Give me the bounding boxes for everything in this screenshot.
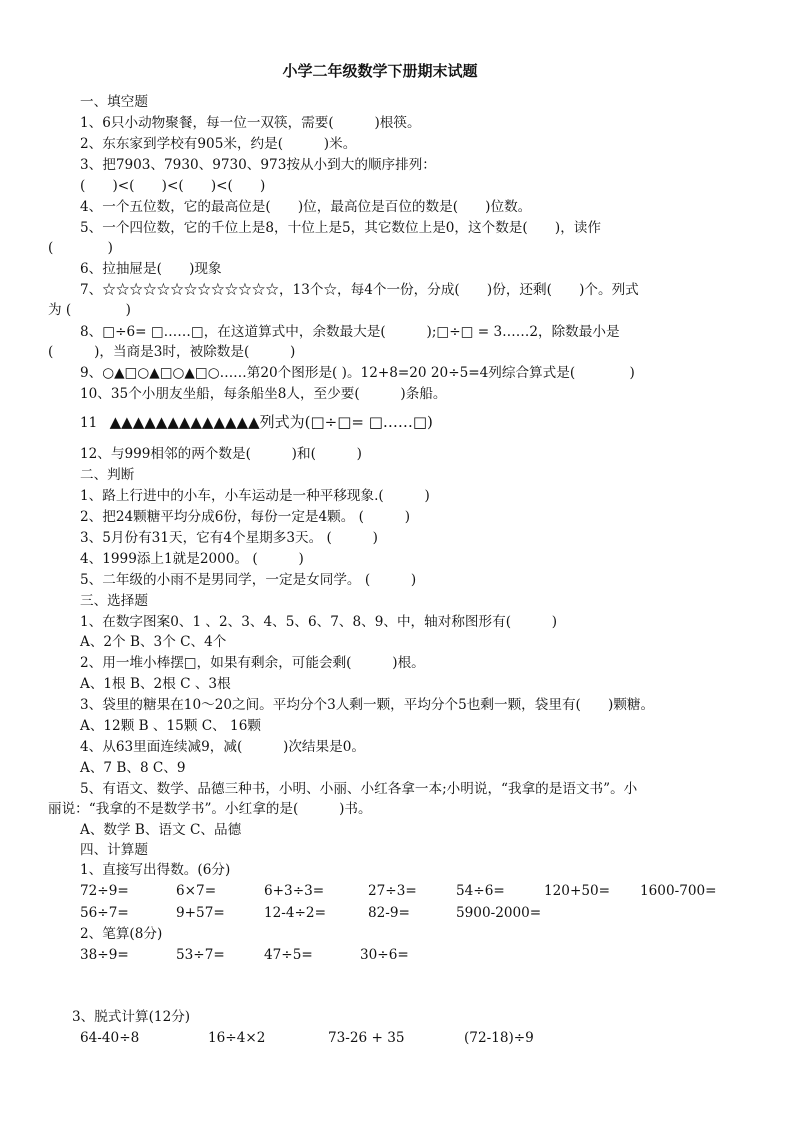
choice-q2: 2、用一堆小棒摆□，如果有剩余，可能会剩( )根。 bbox=[80, 655, 425, 671]
fill-q2: 2、东东家到学校有905米，约是( )米。 bbox=[80, 136, 357, 152]
fill-q7-line2: 为 ( ) bbox=[48, 302, 131, 318]
fill-q10: 10、35个小朋友坐船，每条船坐8人，至少要( )条船。 bbox=[80, 386, 447, 402]
fill-q8-line2: ( )，当商是3时，被除数是( ) bbox=[48, 344, 296, 360]
judge-q3: 3、5月份有31天，它有4个星期多3天。 ( ) bbox=[80, 530, 378, 546]
calc-item: 120+50= bbox=[544, 883, 611, 899]
judge-q5: 5、二年级的小雨不是男同学，一定是女同学。 ( ) bbox=[80, 572, 417, 588]
fill-q8-line1: 8、□÷6= □……□，在这道算式中，余数最大是( );□÷□ = 3……2，除数最小是 bbox=[80, 324, 620, 340]
section-heading-judge: 二、判断 bbox=[80, 467, 135, 483]
calc-item: 27÷3= bbox=[368, 883, 417, 899]
judge-q1: 1、路上行进中的小车，小车运动是一种平移现象.( ) bbox=[80, 488, 430, 504]
calc-item: 30÷6= bbox=[360, 947, 409, 963]
fill-q4: 4、一个五位数，它的最高位是( )位，最高位是百位的数是( )位数。 bbox=[80, 199, 532, 215]
calc-item: 12-4÷2= bbox=[264, 905, 326, 921]
choice-q1: 1、在数字图案0、1 、2、3、4、5、6、7、8、9、中，轴对称图形有( ) bbox=[80, 614, 558, 630]
choice-q2-options: A、1根 B、2根 C 、3根 bbox=[80, 676, 231, 692]
choice-q5-line2: 丽说：“我拿的不是数学书”。小红拿的是( )书。 bbox=[48, 801, 372, 817]
calc-item: 64-40÷8 bbox=[80, 1030, 140, 1046]
fill-q12: 12、与999相邻的两个数是( )和( ) bbox=[80, 446, 362, 462]
judge-q4: 4、1999添上1就是2000。 ( ) bbox=[80, 551, 304, 567]
section-heading-calc: 四、计算题 bbox=[80, 842, 148, 858]
fill-q7-line1: 7、☆☆☆☆☆☆☆☆☆☆☆☆☆，13个☆，每4个一份，分成( )份，还剩( )个。列式 bbox=[80, 282, 639, 298]
triangle-shapes: ▲▲▲▲▲▲▲▲▲▲▲▲▲ bbox=[109, 413, 260, 431]
calc-item: 72÷9= bbox=[80, 883, 129, 899]
fill-q9: 9、○▲□○▲□○▲□○……第20个图形是( )。12+8=20 20÷5=4列综合算式是( ) bbox=[80, 365, 635, 381]
calc-item: 6+3÷3= bbox=[264, 883, 325, 899]
choice-q4-options: A、7 B、8 C、9 bbox=[80, 760, 186, 776]
fill-q1: 1、6只小动物聚餐，每一位一双筷，需要( )根筷。 bbox=[80, 115, 421, 131]
calc-item: 16÷4×2 bbox=[208, 1030, 266, 1046]
calc-part3: 3、脱式计算(12分) bbox=[72, 1009, 191, 1025]
section-heading-choice: 三、选择题 bbox=[80, 593, 148, 609]
calc-item: 6×7= bbox=[176, 883, 217, 899]
calc-part2: 2、笔算(8分) bbox=[80, 926, 163, 942]
calc-item: 9+57= bbox=[176, 905, 225, 921]
fill-q11 bbox=[80, 412, 433, 433]
section-heading-fill: 一、填空题 bbox=[80, 94, 148, 110]
calc-item: 38÷9= bbox=[80, 947, 129, 963]
calc-item: 73-26 + 35 bbox=[328, 1030, 405, 1046]
calc-item: 56÷7= bbox=[80, 905, 129, 921]
choice-q5-options: A、数学 B、语文 C、品德 bbox=[80, 822, 242, 838]
calc-item: 54÷6= bbox=[456, 883, 505, 899]
choice-q1-options: A、2个 B、3个 C、4个 bbox=[80, 634, 227, 650]
fill-q6: 6、拉抽屉是( )现象 bbox=[80, 261, 222, 277]
calc-item: 5900-2000= bbox=[456, 905, 542, 921]
fill-q5-line1: 5、一个四位数，它的千位上是8，十位上是5，其它数位上是0，这个数是( )，读作 bbox=[80, 220, 601, 236]
choice-q4: 4、从63里面连续减9，减( )次结果是0。 bbox=[80, 739, 365, 755]
calc-item: (72-18)÷9 bbox=[464, 1030, 534, 1046]
fill-q11-number: 11 bbox=[80, 415, 98, 431]
calc-item: 47÷5= bbox=[264, 947, 313, 963]
calc-item: 82-9= bbox=[368, 905, 410, 921]
fill-q5-line2: ( ) bbox=[48, 240, 113, 256]
fill-q11-formula: 列式为(□÷□= □……□) bbox=[259, 413, 433, 431]
choice-q5-line1: 5、有语文、数学、品德三种书，小明、小丽、小红各拿一本;小明说，“我拿的是语文书”。小 bbox=[80, 781, 638, 797]
calc-item: 53÷7= bbox=[176, 947, 225, 963]
page-title: 小学二年级数学下册期末试题 bbox=[282, 62, 478, 80]
calc-part1: 1、直接写出得数。(6分) bbox=[80, 862, 231, 878]
fill-q3: 3、把7903、7930、9730、973按从小到大的顺序排列： bbox=[80, 157, 436, 173]
choice-q3-options: A、12颗 B 、15颗 C、 16颗 bbox=[80, 718, 261, 734]
choice-q3: 3、袋里的糖果在10～20之间。平均分个3人剩一颗，平均分个5也剩一颗，袋里有( )颗糖。 bbox=[80, 697, 655, 713]
judge-q2: 2、把24颗糖平均分成6份，每份一定是4颗。 ( ) bbox=[80, 509, 411, 525]
fill-q3-answer: ( )<( )<( )<( ) bbox=[80, 178, 266, 194]
calc-item: 1600-700= bbox=[640, 883, 717, 899]
